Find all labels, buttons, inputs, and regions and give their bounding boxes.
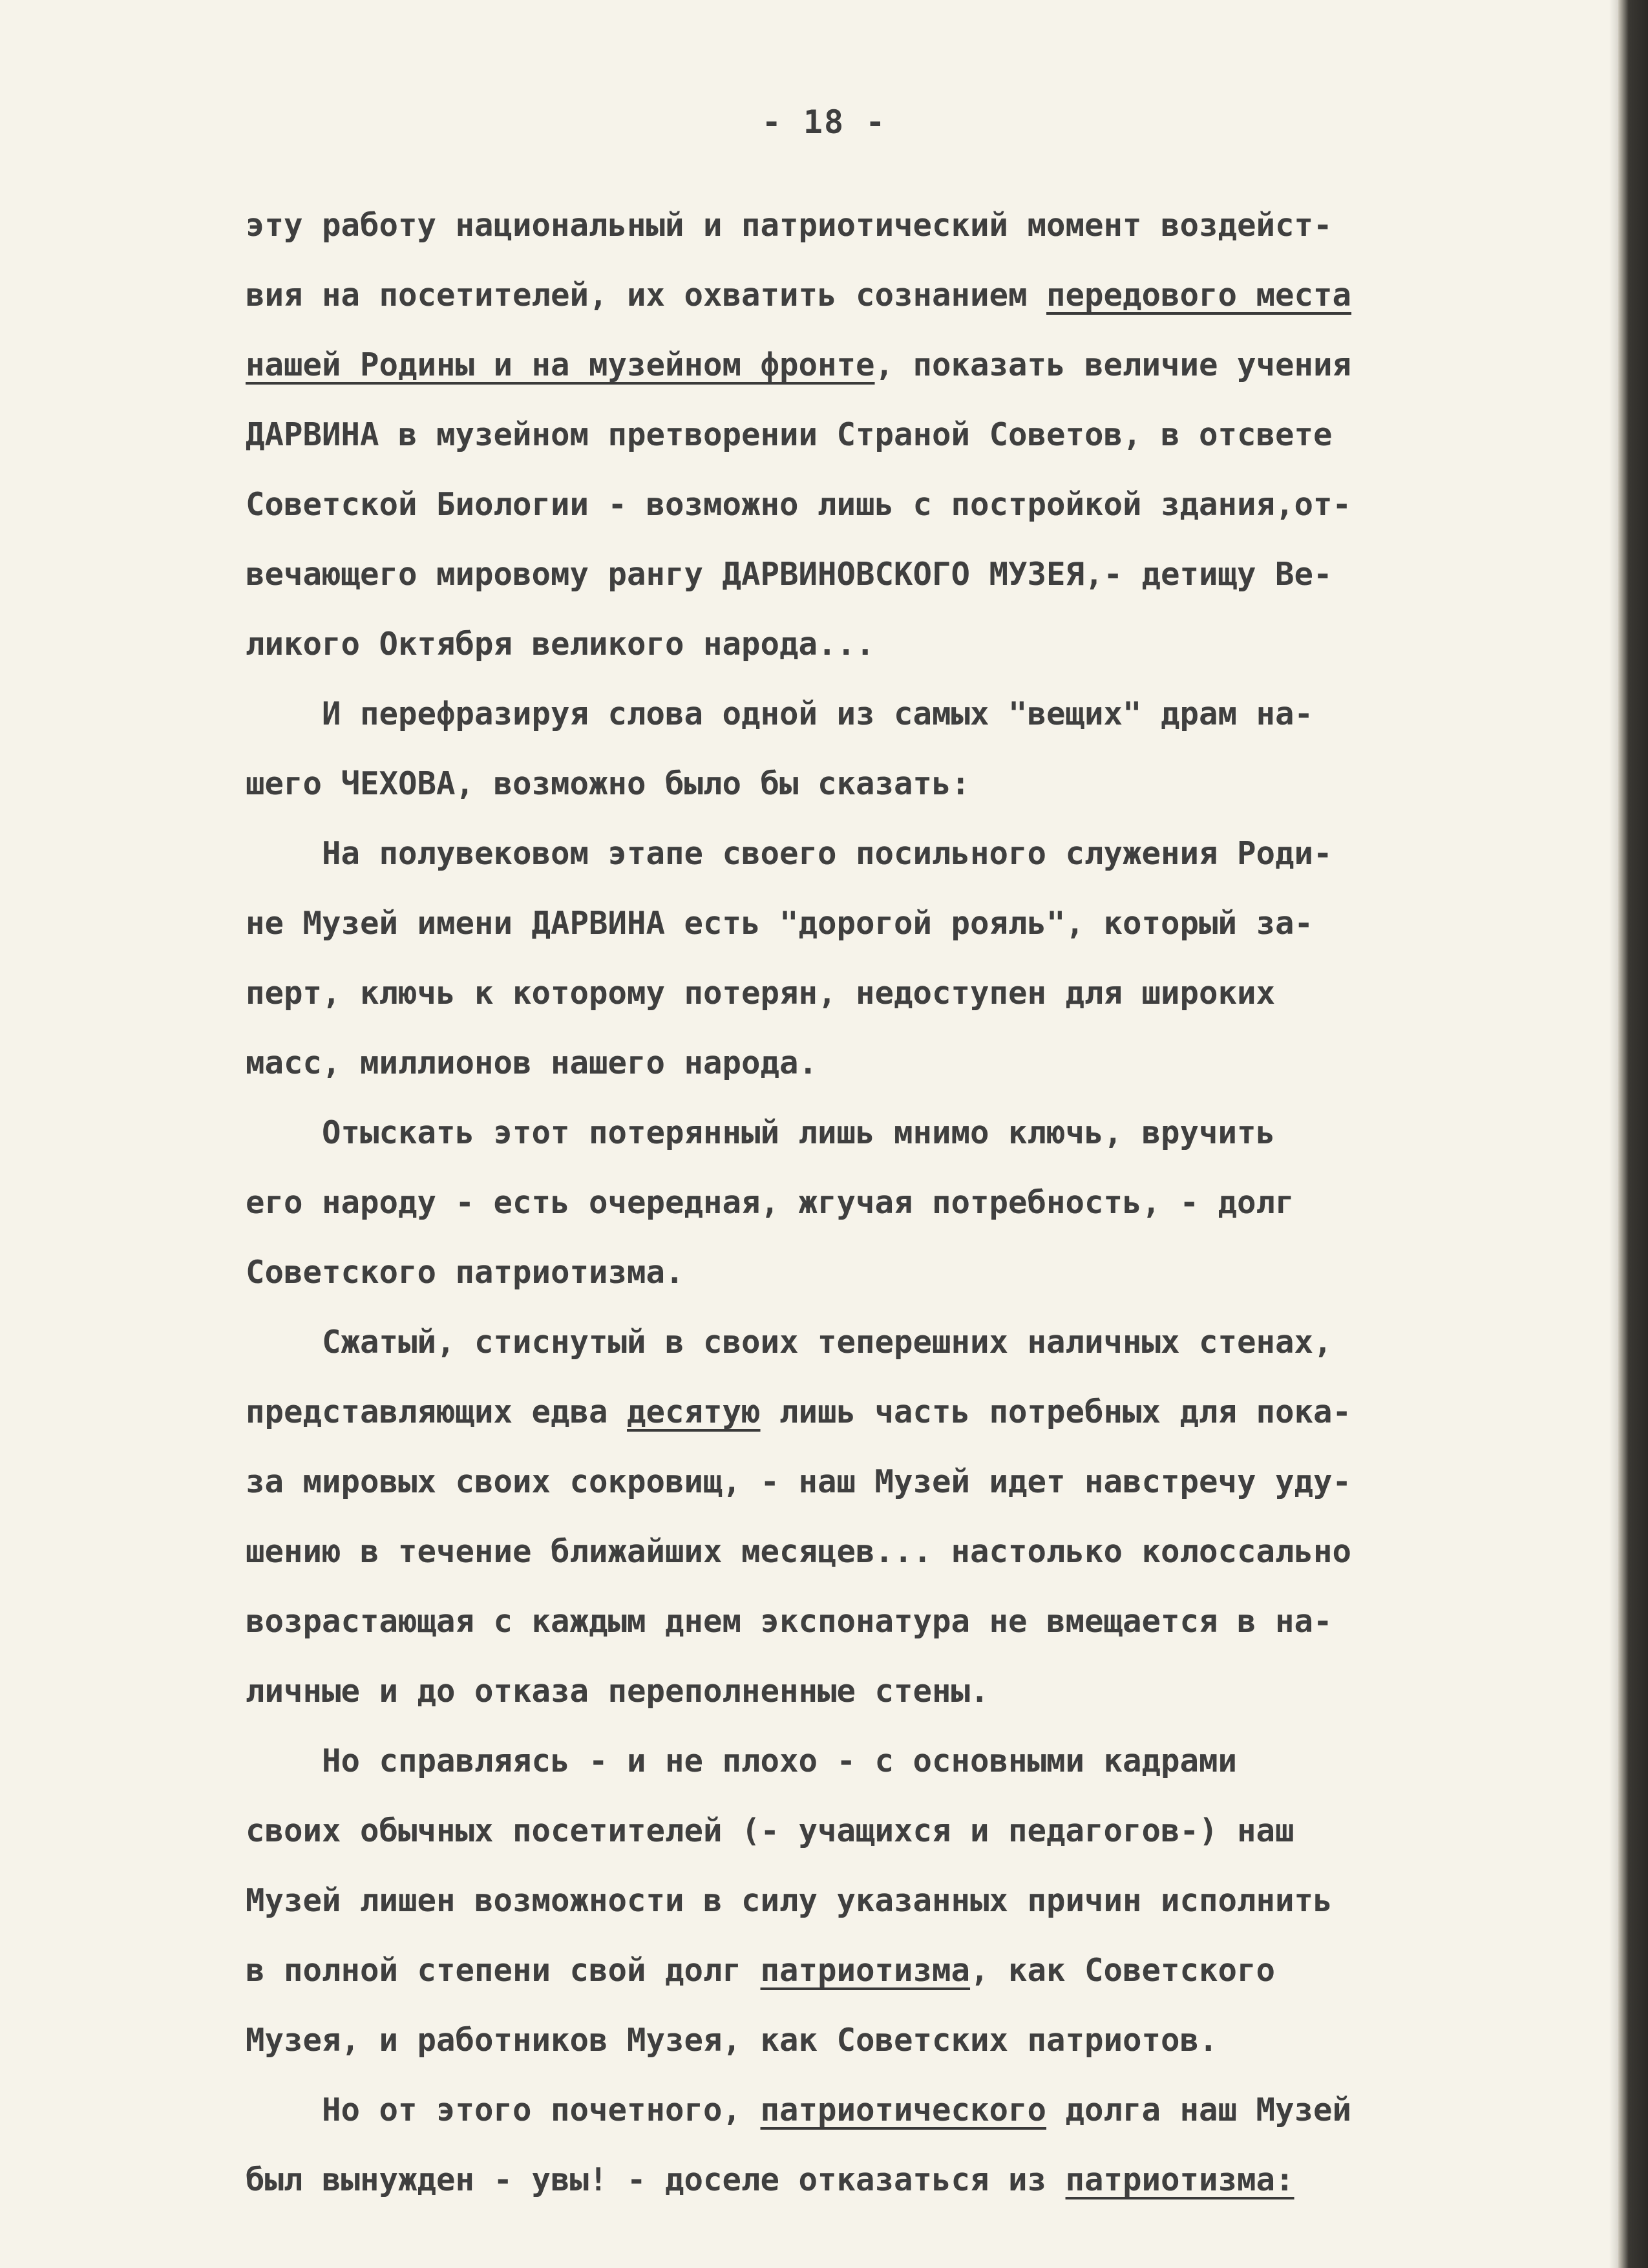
text-segment: , как Советского <box>970 1952 1276 1989</box>
text-line <box>246 2075 1590 2145</box>
text-segment: вечающего мировому рангу ДАРВИНОВСКОГО МУЗЕЯ,- детищу Ве- <box>246 556 1333 593</box>
page-number: - 18 - <box>761 103 887 141</box>
text-line <box>246 1377 1590 1447</box>
text-segment: его народу - есть очередная, жгучая потребность, - долг <box>246 1184 1294 1221</box>
text-segment: масс, миллионов нашего народа. <box>246 1044 818 1081</box>
text-segment: Но от этого почетного, <box>246 2092 761 2128</box>
text-segment: возрастающая с каждым днем экспонатура не вмещается в на- <box>246 1603 1333 1640</box>
text-segment: за мировых своих сокровищ, - наш Музей идет навстречу уду- <box>246 1463 1352 1500</box>
text-segment: представляющих едва <box>246 1394 628 1430</box>
text-line <box>246 1726 1590 1796</box>
text-segment: лишь часть потребных для пока- <box>760 1394 1352 1430</box>
text-segment: Советской Биологии - возможно лишь с постройкой здания,от- <box>246 486 1352 523</box>
text-segment: На полувековом этапе своего посильного служения Роди- <box>246 835 1333 872</box>
underlined-text: патриотизма <box>760 1952 971 1989</box>
text-segment: ДАРВИНА в музейном претворении Страной Советов, в отсвете <box>246 416 1333 453</box>
text-line <box>246 609 1590 679</box>
underlined-text: передового места <box>1046 277 1352 313</box>
text-line <box>246 1866 1590 1936</box>
text-line <box>246 1517 1590 1587</box>
text-line <box>246 260 1590 330</box>
text-segment: Сжатый, стиснутый в своих теперешних наличных стенах, <box>246 1324 1333 1361</box>
text-segment: Но справляясь - и не плохо - с основными кадрами <box>246 1743 1238 1779</box>
text-line <box>246 959 1590 1028</box>
text-line <box>246 679 1590 749</box>
text-line <box>246 749 1590 819</box>
text-line <box>246 1028 1590 1098</box>
text-segment: Советского патриотизма. <box>246 1254 684 1291</box>
text-line <box>246 470 1590 540</box>
text-line <box>246 1098 1590 1168</box>
text-line <box>246 540 1590 609</box>
text-line <box>246 1796 1590 1866</box>
text-segment: шего ЧЕХОВА, возможно было бы сказать: <box>246 765 971 802</box>
text-segment: Музей лишен возможности в силу указанных причин исполнить <box>246 1882 1333 1919</box>
text-line <box>246 191 1590 260</box>
text-segment: шению в течение ближайших месяцев... настолько колоссально <box>246 1533 1352 1570</box>
text-segment: вия на посетителей, их охватить сознанием <box>246 277 1047 313</box>
text-segment: И перефразируя слова одной из самых "вещих" драм на- <box>246 695 1314 732</box>
text-line <box>246 330 1590 400</box>
text-line <box>246 1308 1590 1377</box>
text-segment: ликого Октября великого народа... <box>246 626 875 662</box>
underlined-text: нашей Родины и на музейном фронте <box>246 346 875 383</box>
text-segment: был вынужден - увы! - доселе отказаться из <box>246 2161 1066 2198</box>
text-line <box>246 1657 1590 1726</box>
scan-background-edge <box>1618 0 1648 2268</box>
text-line <box>246 2145 1590 2215</box>
document-body-text <box>246 191 1590 2215</box>
text-segment: личные и до отказа переполненные стены. <box>246 1673 989 1710</box>
text-line <box>246 2006 1590 2075</box>
text-line <box>246 400 1590 470</box>
text-segment: эту работу национальный и патриотический момент воздейст- <box>246 207 1333 244</box>
text-segment: Музея, и работников Музея, как Советских патриотов. <box>246 2022 1218 2059</box>
text-line <box>246 1168 1590 1238</box>
text-line <box>246 1936 1590 2006</box>
text-line <box>246 1587 1590 1657</box>
text-line <box>246 1238 1590 1308</box>
text-line <box>246 889 1590 959</box>
page-edge-shadow <box>1609 0 1618 2268</box>
text-segment: своих обычных посетителей (- учащихся и педагогов-) наш <box>246 1812 1294 1849</box>
text-line <box>246 819 1590 889</box>
text-segment: долга наш Музей <box>1046 2092 1352 2128</box>
underlined-text: патриотизма: <box>1065 2161 1294 2198</box>
text-segment: , показать величие учения <box>874 346 1352 383</box>
text-segment: Отыскать этот потерянный лишь мнимо ключь, вручить <box>246 1114 1276 1151</box>
underlined-text: патриотического <box>760 2092 1047 2128</box>
text-segment: в полной степени свой долг <box>246 1952 761 1989</box>
text-line <box>246 1447 1590 1517</box>
underlined-text: десятую <box>627 1394 761 1430</box>
text-segment: не Музей имени ДАРВИНА есть "дорогой рояль", который за- <box>246 905 1314 942</box>
text-segment: перт, ключь к которому потерян, недоступен для широких <box>246 975 1276 1012</box>
